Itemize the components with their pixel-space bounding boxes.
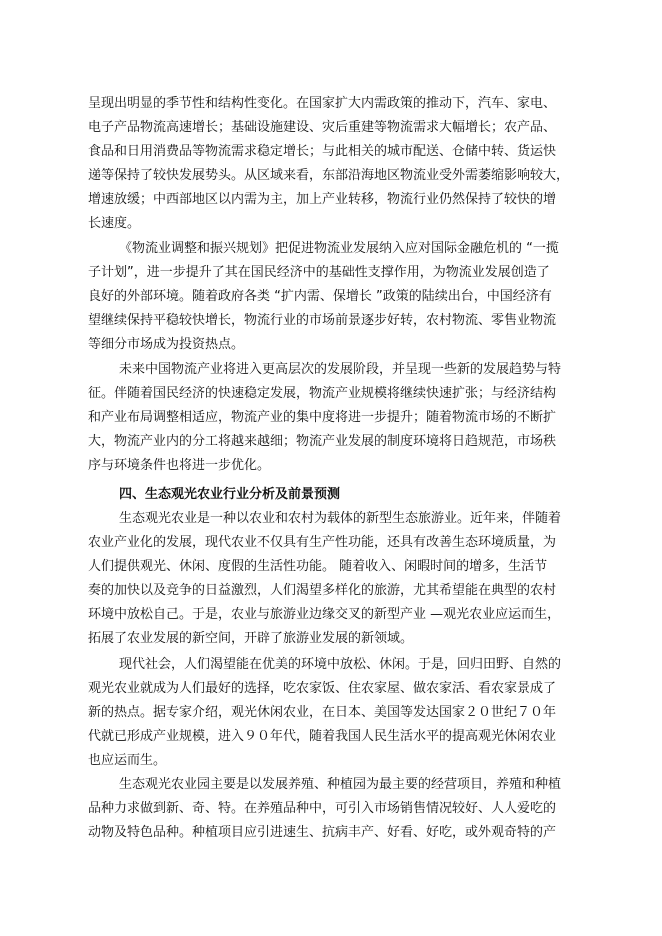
text-line: 代就已形成产业规模，进入９０年代，随着我国人民生活水平的提高观光休闲农业 — [88, 729, 557, 744]
text-line: 等细分市场成为投资热点。 — [88, 337, 245, 352]
text-line: 子计划”，进一步提升了其在国民经济中的基础性支撑作用，为物流业发展创造了 — [88, 265, 550, 280]
text-line: 品种力求做到新、奇、特。在养殖品种中，可引入市场销售情况较好、人人爱吃的 — [88, 801, 557, 816]
section-heading-text: 四、生态观光农业行业分析及前景预测 — [119, 487, 341, 502]
text-line: 拓展了农业发展的新空间，开辟了旅游业发展的新领域。 — [88, 631, 414, 646]
text-line: 食品和日用消费品等物流需求稳定增长；与此相关的城市配送、仓储中转、货运快 — [88, 144, 557, 159]
text-line: 良好的外部环境。随着政府各类 “扩内需、保增长 ”政策的陆续出台，中国经济有 — [88, 289, 552, 304]
text-line: 和产业布局调整相适应，物流产业的集中度将进一步提升；随着物流市场的不断扩 — [88, 410, 557, 425]
text-line: 征。伴随着国民经济的快速稳定发展，物流产业规模将继续快速扩张；与经济结构 — [88, 386, 557, 401]
text-line: 新的热点。据专家介绍，观光休闲农业，在日本、美国等发达国家２０世纪７０年 — [88, 705, 557, 720]
text-line: 现代社会，人们渴望能在优美的环境中放松、休闲。于是，回归田野、自然的 — [119, 657, 562, 672]
text-line: 奏的加快以及竞争的日益激烈，人们渴望多样化的旅游，尤其希望能在典型的农村 — [88, 583, 557, 598]
text-line: 也应运而生。 — [88, 753, 167, 768]
text-line: 递等保持了较快发展势头。从区域来看，东部沿海地区物流业受外需萎缩影响较大， — [88, 168, 570, 183]
text-line: 电子产品物流高速增长；基础设施建设、灾后重建等物流需求大幅增长；农产品、 — [88, 120, 557, 135]
text-line: 人们提供观光、休闲、度假的生活性功能。 随着收入、闲暇时间的增多，生活节 — [88, 559, 548, 574]
text-line: 序与环境条件也将进一步优化。 — [88, 458, 271, 473]
text-line: 增速放缓；中西部地区以内需为主，加上产业转移，物流行业仍然保持了较快的增 — [88, 192, 557, 207]
text-line: 观光农业就成为人们最好的选择，吃农家饭、住农家屋、做农家活、看农家景成了 — [88, 681, 557, 696]
text-line: 长速度。 — [88, 216, 141, 231]
text-line: 环境中放松自己。于是，农业与旅游业边缘交叉的新型产业 —观光农业应运而生， — [88, 607, 561, 622]
text-line: 生态观光农业是一种以农业和农村为载体的新型生态旅游业。近年来，伴随着 — [119, 511, 562, 526]
text-line: 望继续保持平稳较快增长，物流行业的市场前景逐步好转，农村物流、零售业物流 — [88, 313, 557, 328]
text-line: 未来中国物流产业将进入更高层次的发展阶段，并呈现一些新的发展趋势与特 — [119, 362, 562, 377]
text-line: 农业产业化的发展，现代农业不仅具有生产性功能，还具有改善生态环境质量，为 — [88, 535, 557, 550]
text-line: 《物流业调整和振兴规划》把促进物流业发展纳入应对国际金融危机的 “一揽 — [119, 241, 559, 256]
text-line: 生态观光农业园主要是以发展养殖、种植园为最主要的经营项目，养殖和种植 — [119, 777, 562, 792]
text-line: 大，物流产业内的分工将越来越细；物流产业发展的制度环境将日趋规范，市场秩 — [88, 434, 557, 449]
text-line: 呈现出明显的季节性和结构性变化。在国家扩大内需政策的推动下，汽车、家电、 — [88, 96, 557, 111]
text-line: 动物及特色品种。种植项目应引进速生、抗病丰产、好看、好吃，或外观奇特的产 — [88, 825, 557, 840]
